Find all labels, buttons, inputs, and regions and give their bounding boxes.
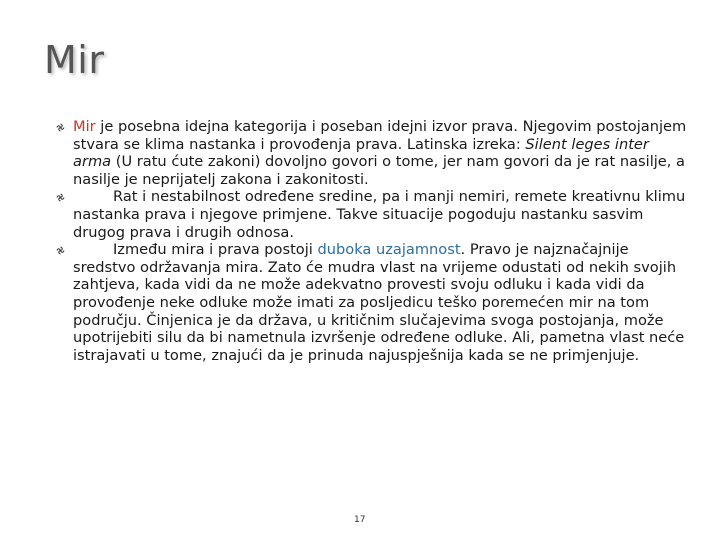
flourish-bullet-icon xyxy=(56,246,65,255)
slide-title: Mir xyxy=(44,38,105,82)
paragraph-3-text-1: Između mira i prava postoji xyxy=(113,241,318,259)
latin-phrase: Silent leges inter arma xyxy=(73,135,649,171)
paragraph-3-text-2: . Pravo je najznačajnije sredstvo održavanja mira. Zato će mudra vlast na vrijeme odustati od nekih svojih zahtjeva, kada vidi da ne može adekvatno provesti svoju odluku i kada vidi da provođenje neke odluke može imati za posljedicu teško poremećen mir na tom području. Činjenica je da država, u kritičnim slučajevima svoga postojanja, može upotrijebiti silu da bi nametnula izvršenje određene odluke. Ali, pametna vlast neće istrajavati u tome, znajući da je prinuda najuspješnija kada se ne primjenjuje. xyxy=(73,241,685,364)
paragraph-1 xyxy=(48,118,688,188)
paragraph-3 xyxy=(48,241,688,364)
duboka-uzajamnost-highlight: duboka uzajamnost xyxy=(317,241,461,259)
flourish-bullet-icon xyxy=(56,123,65,132)
word-mir-highlight: Mir xyxy=(73,118,96,135)
slide-content xyxy=(48,118,688,364)
paragraph-2 xyxy=(48,188,688,241)
page-number: 17 xyxy=(354,515,366,525)
flourish-bullet-icon xyxy=(56,193,65,202)
paragraph-2-text: Rat i nestabilnost određene sredine, pa i manji nemiri, remete kreativnu klimu nastanka prava i njegove primjene. Takve situacije pogoduju nastanku sasvim drugog prava i drugih odnosa. xyxy=(73,188,686,241)
paragraph-1-text-2: (U ratu ćute zakoni) dovoljno govori o tome, jer nam govori da je rat nasilje, a nasilje je neprijatelj zakona i zakonitosti. xyxy=(73,153,686,188)
paragraph-1-text-1: je posebna idejna kategorija i poseban idejni izvor prava. Njegovim postojanjem stvara se klima nastanka i provođenja prava. Latinska izreka: xyxy=(73,118,687,153)
